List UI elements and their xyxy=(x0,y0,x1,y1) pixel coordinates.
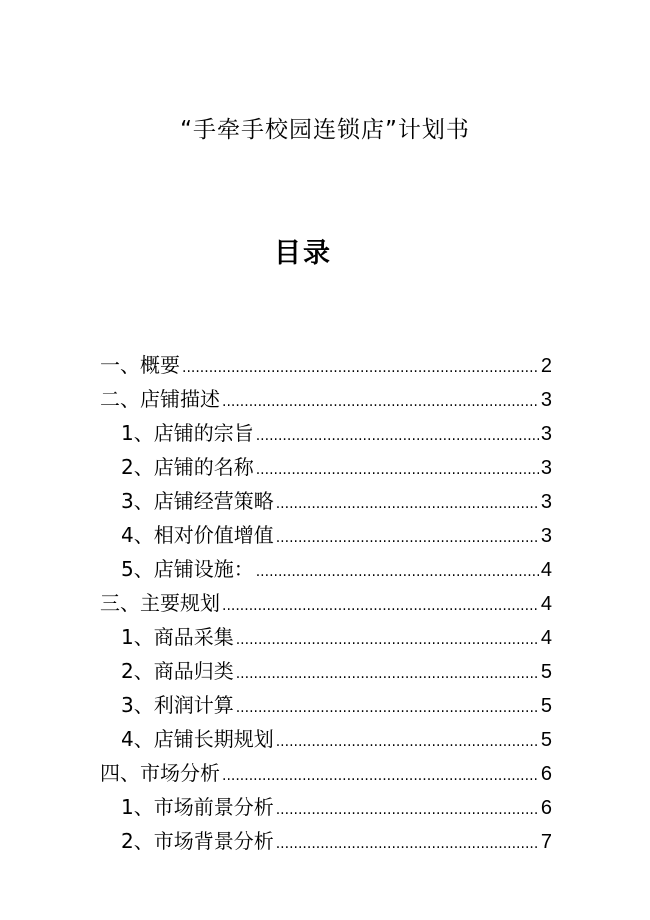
toc-entry-page: 5 xyxy=(540,661,552,683)
toc-entry[interactable] xyxy=(100,824,552,858)
toc-entry-page: 6 xyxy=(540,763,552,785)
toc-entry[interactable] xyxy=(100,756,552,790)
toc-entry-label: 2、店铺的名称 xyxy=(121,455,254,479)
toc-entry-page: 3 xyxy=(540,423,552,445)
toc-entry-label: 1、商品采集 xyxy=(121,625,234,649)
toc-entry-page: 5 xyxy=(540,729,552,751)
toc-entry-label: 1、店铺的宗旨 xyxy=(121,421,254,445)
toc-entry[interactable] xyxy=(100,586,552,620)
toc-leader-dots xyxy=(276,521,539,555)
toc-entry-label: 4、店铺长期规划 xyxy=(121,727,274,751)
toc-entry-label: 二、店铺描述 xyxy=(100,387,220,411)
toc-heading: 目录 xyxy=(274,238,332,269)
toc-entry-page: 4 xyxy=(540,627,552,649)
toc-leader-dots xyxy=(256,453,539,487)
toc-entry-label: 5、店铺设施： xyxy=(121,557,254,581)
table-of-contents xyxy=(100,348,552,858)
toc-entry[interactable] xyxy=(100,620,552,654)
toc-entry[interactable] xyxy=(100,484,552,518)
toc-leader-dots xyxy=(236,623,539,657)
toc-entry[interactable] xyxy=(100,382,552,416)
toc-leader-dots xyxy=(276,725,539,759)
toc-leader-dots xyxy=(236,691,539,725)
toc-entry-page: 3 xyxy=(540,525,552,547)
toc-entry[interactable] xyxy=(100,450,552,484)
toc-entry-label: 4、相对价值增值 xyxy=(121,523,274,547)
toc-entry-label: 1、市场前景分析 xyxy=(121,795,274,819)
toc-leader-dots xyxy=(276,793,539,827)
toc-leader-dots xyxy=(222,759,539,793)
toc-entry-page: 3 xyxy=(540,491,552,513)
toc-leader-dots xyxy=(182,351,539,385)
toc-entry-label: 一、概要 xyxy=(100,353,180,377)
toc-entry[interactable] xyxy=(100,518,552,552)
toc-entry-label: 3、店铺经营策略 xyxy=(121,489,274,513)
toc-leader-dots xyxy=(256,555,539,589)
toc-entry[interactable] xyxy=(100,654,552,688)
toc-entry[interactable] xyxy=(100,790,552,824)
toc-entry-page: 3 xyxy=(540,389,552,411)
toc-entry-page: 5 xyxy=(540,695,552,717)
toc-entry-label: 三、主要规划 xyxy=(100,591,220,615)
toc-entry[interactable] xyxy=(100,416,552,450)
toc-entry-page: 2 xyxy=(540,355,552,377)
toc-entry[interactable] xyxy=(100,688,552,722)
toc-entry-page: 6 xyxy=(540,797,552,819)
toc-entry[interactable] xyxy=(100,722,552,756)
toc-entry-label: 2、市场背景分析 xyxy=(121,829,274,853)
toc-entry-label: 3、利润计算 xyxy=(121,693,234,717)
document-title: “手牵手校园连锁店”计划书 xyxy=(180,117,470,143)
toc-entry-page: 3 xyxy=(540,457,552,479)
toc-leader-dots xyxy=(222,589,539,623)
toc-entry-label: 2、商品归类 xyxy=(121,659,234,683)
toc-leader-dots xyxy=(256,419,539,453)
toc-leader-dots xyxy=(276,827,539,861)
toc-entry-page: 4 xyxy=(540,559,552,581)
toc-entry-label: 四、市场分析 xyxy=(100,761,220,785)
toc-entry-page: 7 xyxy=(540,831,552,853)
toc-entry[interactable] xyxy=(100,348,552,382)
toc-leader-dots xyxy=(276,487,539,521)
toc-entry[interactable] xyxy=(100,552,552,586)
toc-leader-dots xyxy=(236,657,539,691)
toc-entry-page: 4 xyxy=(540,593,552,615)
toc-leader-dots xyxy=(222,385,539,419)
